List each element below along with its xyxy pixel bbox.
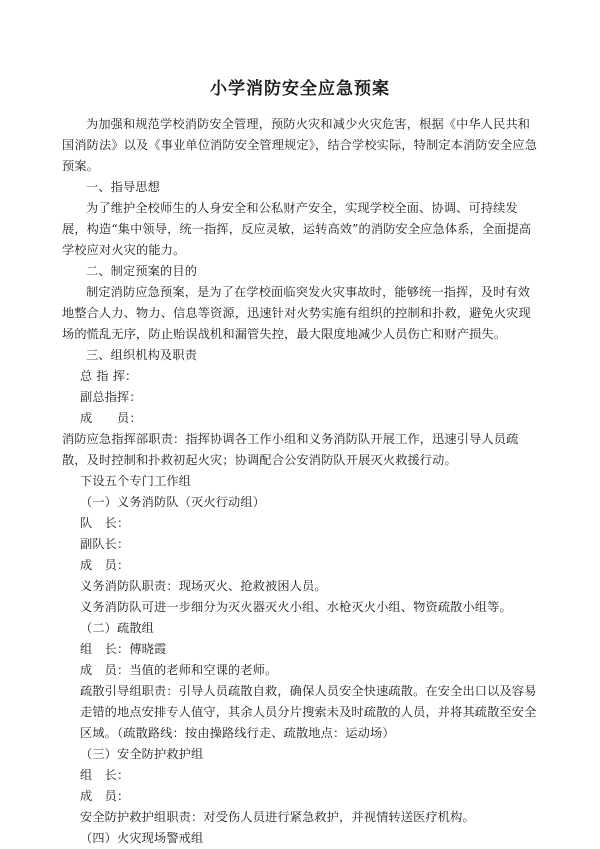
group-2-leader: 组 长：傅晓霞 [80,642,167,656]
group-1-leader: 队 长： [80,516,130,530]
group-1-deputy: 副队长： [80,537,130,551]
document-title: 小学消防安全应急预案 [210,79,390,99]
intro-paragraph: 为加强和规范学校消防安全管理，预防火灾和减少火灾危害，根据《中华人民共和国消防法》以及《事业单位消防安全管理规定》，结合学校实际，特制定本消防安全应急预案。 [62,117,538,173]
group-1-note: 义务消防队可进一步细分为灭火器灭火小组、水枪灭火小组、物资疏散小组等。 [80,600,512,614]
section-2-heading: 二、制定预案的目的 [86,264,198,278]
section-1-body: 为了维护全校师生的人身安全和公私财产安全，实现学校全面、协调、可持续发展，构造“集中领导，统一指挥，反应灵敏，运转高效”的消防安全应急体系，全面提高学校应对火灾的能力。 [62,201,532,257]
section-3-heading: 三、组织机构及职责 [86,348,198,362]
group-1-duty: 义务消防队职责：现场灭火、抢救被困人员。 [80,579,327,593]
group-1-members: 成 员： [80,558,130,572]
group-3-leader: 组 长： [80,768,130,782]
group-1-heading: （一）义务消防队（灭火行动组） [80,495,266,509]
deputy-commander-line: 副总指挥： [80,390,142,404]
section-2-body: 制定消防应急预案，是为了在学校面临突发火灾事故时，能够统一指挥，及时有效地整合人力、物力、信息等资源，迅速针对火势实施有组织的控制和扑救，避免火灾现场的慌乱无序，防止贻误战机和漏管失控，最大限度地减少人员伤亡和财产损失。 [62,285,531,341]
groups-intro: 下设五个专门工作组 [80,474,192,488]
section-1-heading: 一、指导思想 [86,180,161,194]
group-2-heading: （二）疏散组 [80,621,155,635]
group-3-duty: 安全防护救护组职责：对受伤人员进行紧急救护，并视情转送医疗机构。 [80,810,475,824]
group-3-members: 成 员： [80,789,130,803]
group-4-heading: （四）火灾现场警戒组 [80,831,204,845]
group-2-members: 成 员：当值的老师和空课的老师。 [80,663,278,677]
members-line: 成 员： [80,411,142,425]
command-duty-paragraph: 消防应急指挥部职责：指挥协调各工作小组和义务消防队开展工作，迅速引导人员疏散，及时控制和扑救初起火灾；协调配合公安消防队开展灭火救援行动。 [62,432,519,467]
group-2-duty: 疏散引导组职责：引导人员疏散自救，确保人员安全快速疏散。在安全出口以及容易走错的地点安排专人值守，其余人员分片搜索未及时疏散的人员，并将其疏散至安全区域。（疏散路线：按由操路线行走、疏散地点：运动场） [80,684,537,740]
group-3-heading: （三）安全防护救护组 [80,747,204,761]
commander-line: 总 指 挥： [80,369,138,383]
